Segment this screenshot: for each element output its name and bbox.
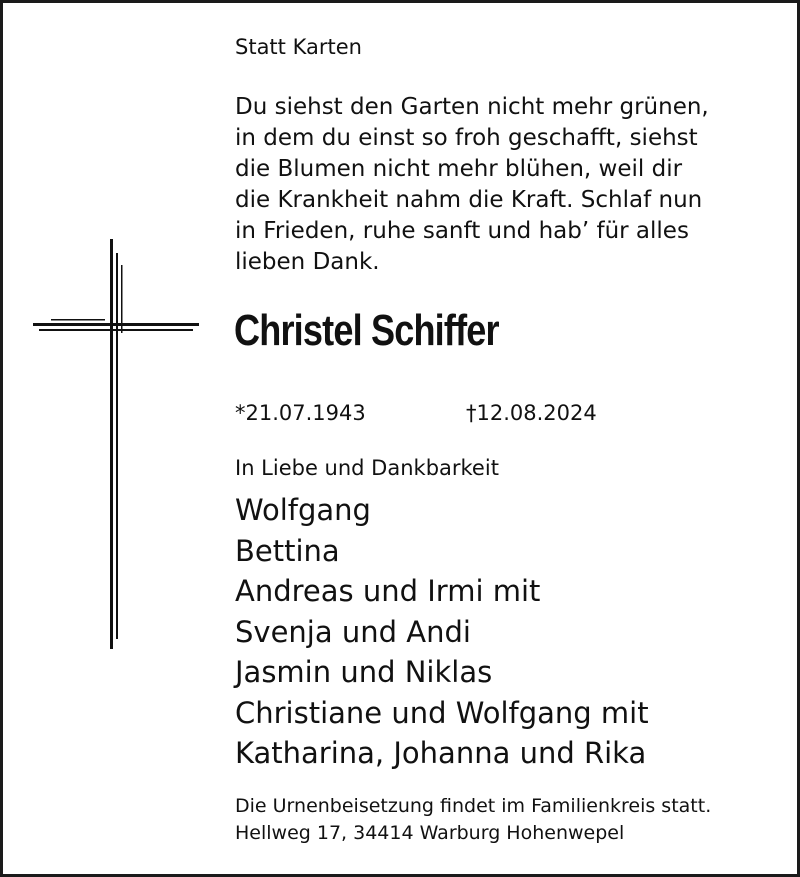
birth-date: *21.07.1943 xyxy=(235,401,366,425)
intro-text: Statt Karten xyxy=(235,35,362,59)
poem-text: Du siehst den Garten nicht mehr grünen, in dem du einst so froh geschafft, siehst die Blumen nicht mehr blühen, weil dir die Krankheit nahm die Kraft. Schlaf nun in Frieden, ruhe sanft und hab’ für alles lieben Dank. xyxy=(235,94,709,275)
cross-icon xyxy=(33,239,203,649)
deceased-name: Christel Schiffer xyxy=(234,306,499,355)
mourners-list xyxy=(235,490,649,774)
mourner-item: Svenja und Andi xyxy=(235,614,471,649)
burial-info: Die Urnenbeisetzung findet im Familienkreis statt. Hellweg 17, 34414 Warburg Hohenwepel xyxy=(235,795,712,844)
dedication-text: In Liebe und Dankbarkeit xyxy=(235,456,499,480)
mourner-item: Bettina xyxy=(235,533,340,568)
mourner-item: Katharina, Johanna und Rika xyxy=(235,736,647,770)
mourner-item: Christiane und Wolfgang mit xyxy=(235,695,649,730)
death-date: †12.08.2024 xyxy=(466,401,597,425)
mourner-item: Jasmin und Niklas xyxy=(235,655,493,689)
mourner-item: Wolfgang xyxy=(235,493,371,527)
mourner-item: Andreas und Irmi mit xyxy=(235,574,541,608)
